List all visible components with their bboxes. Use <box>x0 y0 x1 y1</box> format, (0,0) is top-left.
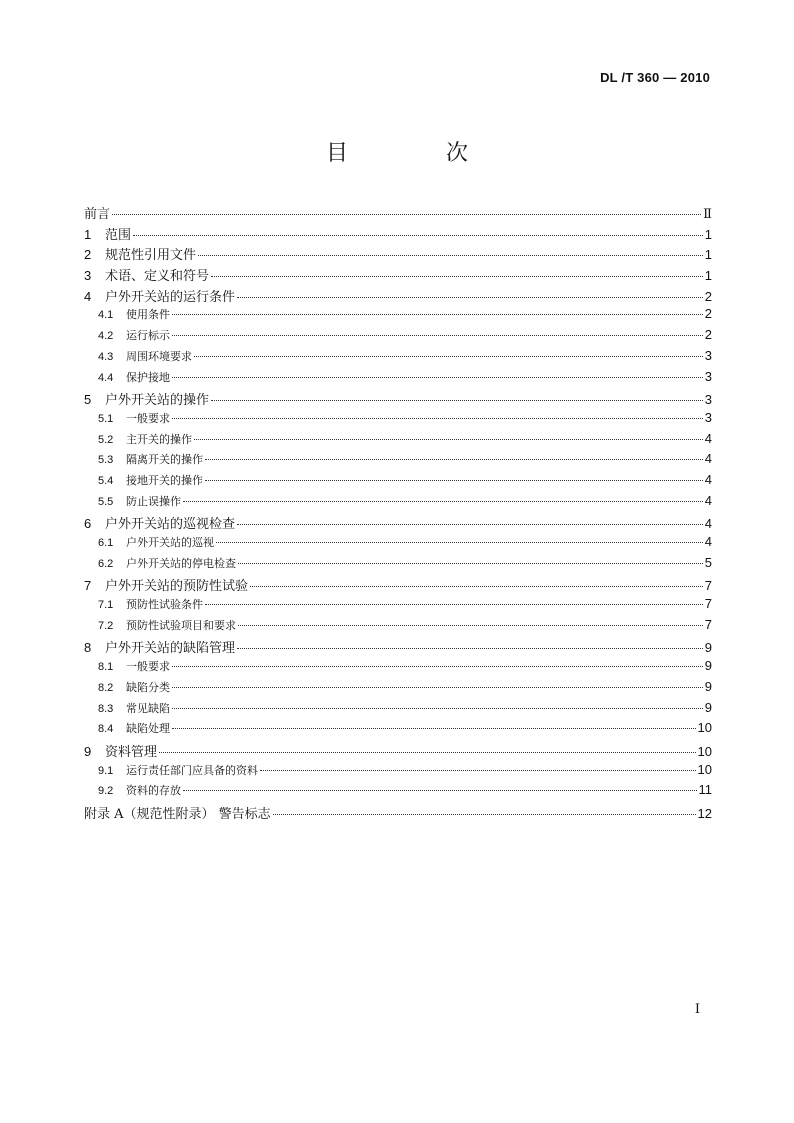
toc-entry-title: 周围环境要求 <box>126 349 192 363</box>
toc-entry-title: 预防性试验项目和要求 <box>126 618 236 632</box>
toc-entry[interactable] <box>84 700 712 721</box>
toc-section-number: 4 <box>84 288 92 304</box>
toc-dot-leader <box>172 418 703 419</box>
toc-page-number: 3 <box>704 347 712 363</box>
toc-dot-leader <box>237 297 703 298</box>
toc-page-number: 9 <box>704 658 712 674</box>
toc-page-number: 1 <box>704 226 712 242</box>
page-title: 目 次 <box>325 141 506 166</box>
toc-page-number: 12 <box>697 805 712 821</box>
toc-section-number: 8 <box>84 640 92 656</box>
toc-page-number: 5 <box>704 554 712 570</box>
toc-dot-leader <box>211 276 703 277</box>
toc-entry[interactable] <box>84 389 712 410</box>
toc-entry-title: 一般要求 <box>126 411 170 425</box>
toc-page-number: 4 <box>704 492 712 508</box>
toc-entry-title: 预防性试验条件 <box>126 598 203 612</box>
toc-entry-title: 户外开关站的操作 <box>105 393 210 409</box>
toc-entry[interactable] <box>84 369 712 390</box>
toc-entry[interactable] <box>84 762 712 783</box>
toc-dot-leader <box>194 356 703 357</box>
toc-entry[interactable] <box>84 658 712 679</box>
toc-dot-leader <box>112 214 701 215</box>
toc-entry[interactable] <box>84 534 712 555</box>
toc-entry[interactable] <box>84 244 712 265</box>
toc-dot-leader <box>172 377 703 378</box>
toc-section-number: 5.4 <box>98 474 114 487</box>
toc-entry[interactable] <box>84 575 712 596</box>
toc-entry-title: 主开关的操作 <box>126 432 192 446</box>
toc-section-number: 8.4 <box>98 723 114 736</box>
toc-section-number: 4.4 <box>98 371 114 384</box>
toc-dot-leader <box>198 255 703 256</box>
toc-section-number: 8.3 <box>98 702 114 715</box>
toc-dot-leader <box>238 625 703 626</box>
toc-section-number: 5 <box>84 392 92 408</box>
toc-page-number: 10 <box>697 720 712 736</box>
toc-entry-title: 运行标示 <box>126 329 170 343</box>
toc-section-number: 6.2 <box>98 557 114 570</box>
toc-page-number: 2 <box>704 327 712 343</box>
toc-entry[interactable] <box>84 741 712 762</box>
toc-page-number: 3 <box>704 409 712 425</box>
toc-page-number: 1 <box>704 268 712 284</box>
toc-entry[interactable] <box>84 348 712 369</box>
toc-dot-leader <box>172 335 703 336</box>
toc-page-number: 7 <box>704 616 712 632</box>
toc-entry-title: 户外开关站的巡视检查 <box>105 517 236 533</box>
toc-page-number: 11 <box>698 782 712 798</box>
toc-entry[interactable] <box>84 679 712 700</box>
toc-entry[interactable] <box>84 493 712 514</box>
toc-entry[interactable] <box>84 431 712 452</box>
toc-entry[interactable] <box>84 617 712 638</box>
toc-page-number: 7 <box>704 596 712 612</box>
toc-dot-leader <box>237 648 703 649</box>
toc-entry-title: 资料的存放 <box>126 784 181 798</box>
toc-page-number: 4 <box>704 516 712 532</box>
toc-page-number: 2 <box>704 288 712 304</box>
toc-entry[interactable] <box>84 513 712 534</box>
toc-entry-title: 运行责任部门应具备的资料 <box>126 763 258 777</box>
toc-dot-leader <box>172 314 703 315</box>
toc-section-number: 5.2 <box>98 433 114 446</box>
toc-entry-title: 户外开关站的预防性试验 <box>105 579 249 595</box>
toc-page-number: 4 <box>704 471 712 487</box>
toc-entry[interactable] <box>84 203 712 224</box>
toc-section-number: 9.1 <box>98 764 114 777</box>
toc-dot-leader <box>172 687 703 688</box>
toc-entry-title: 户外开关站的停电检查 <box>126 556 236 570</box>
toc-entry-title: 接地开关的操作 <box>126 473 203 487</box>
toc-entry[interactable] <box>84 265 712 286</box>
toc-section-number: 1 <box>84 226 92 242</box>
toc-dot-leader <box>205 480 703 481</box>
toc-page-number: Ⅱ <box>703 207 712 222</box>
toc-section-number: 4.2 <box>98 330 114 343</box>
toc-entry[interactable] <box>84 596 712 617</box>
document-code: DL /T 360 — 2010 <box>600 70 710 85</box>
toc-section-number: 6 <box>84 516 92 532</box>
toc-page-number: 4 <box>704 534 712 549</box>
toc-page-number: 9 <box>704 640 712 656</box>
toc-section-number: 8.1 <box>98 661 114 674</box>
toc-entry-title: 附录 A（规范性附录） 警告标志 <box>84 806 271 822</box>
toc-entry-title: 户外开关站的巡视 <box>126 536 214 549</box>
toc-dot-leader <box>238 563 703 564</box>
toc-page-number: 10 <box>697 743 712 759</box>
toc-dot-leader <box>205 604 703 605</box>
toc-section-number: 7.1 <box>98 599 114 612</box>
toc-entry[interactable] <box>84 410 712 431</box>
toc-section-number: 4.3 <box>98 350 114 363</box>
toc-section-number: 7.2 <box>98 619 114 632</box>
toc-dot-leader <box>133 235 703 236</box>
toc-entry[interactable] <box>84 224 712 245</box>
toc-entry[interactable] <box>84 720 712 741</box>
toc-section-number: 9.2 <box>98 785 114 798</box>
toc-dot-leader <box>183 790 697 791</box>
toc-page-number: 3 <box>704 368 712 384</box>
toc-entry-title: 资料管理 <box>105 744 158 760</box>
toc-dot-leader <box>159 752 696 753</box>
toc-entry-title: 常见缺陷 <box>126 701 170 715</box>
page-number: I <box>694 1002 700 1017</box>
toc-dot-leader <box>216 542 703 543</box>
toc-entry[interactable] <box>84 637 712 658</box>
toc-entry[interactable] <box>84 782 712 803</box>
toc-section-number: 5.1 <box>98 412 114 425</box>
table-of-contents <box>84 203 712 824</box>
toc-dot-leader <box>205 459 703 460</box>
toc-page-number: 3 <box>704 392 712 408</box>
toc-entry-title: 户外开关站的缺陷管理 <box>105 641 236 657</box>
toc-entry[interactable] <box>84 472 712 493</box>
toc-page-number: 9 <box>704 699 712 715</box>
toc-entry-title: 隔离开关的操作 <box>126 453 203 467</box>
toc-section-number: 4.1 <box>98 309 114 322</box>
toc-entry[interactable] <box>84 327 712 348</box>
toc-entry-title: 使用条件 <box>126 308 170 322</box>
toc-dot-leader <box>172 728 696 729</box>
toc-page-number: 1 <box>704 247 712 263</box>
toc-entry-title: 一般要求 <box>126 660 170 674</box>
toc-dot-leader <box>273 814 696 815</box>
toc-dot-leader <box>172 708 703 709</box>
toc-entry[interactable] <box>84 286 712 307</box>
toc-dot-leader <box>237 524 703 525</box>
toc-entry-title: 防止误操作 <box>126 494 181 508</box>
toc-dot-leader <box>172 666 703 667</box>
toc-section-number: 6.1 <box>98 537 114 549</box>
toc-dot-leader <box>250 586 703 587</box>
toc-section-number: 9 <box>84 743 92 759</box>
toc-section-number: 3 <box>84 268 92 284</box>
toc-page-number: 7 <box>704 578 712 594</box>
toc-page-number: 9 <box>704 678 712 694</box>
toc-entry-title: 保护接地 <box>126 370 170 384</box>
toc-section-number: 2 <box>84 247 92 263</box>
toc-dot-leader <box>183 501 703 502</box>
toc-entry-title: 前言 <box>84 207 111 222</box>
toc-section-number: 5.3 <box>98 454 114 467</box>
toc-dot-leader <box>260 770 696 771</box>
toc-entry[interactable] <box>84 306 712 327</box>
toc-entry-title: 户外开关站的运行条件 <box>105 289 236 305</box>
toc-section-number: 5.5 <box>98 495 114 508</box>
toc-entry[interactable] <box>84 451 712 472</box>
toc-entry-title: 缺陷处理 <box>126 722 170 736</box>
toc-dot-leader <box>194 439 703 440</box>
toc-entry[interactable] <box>84 555 712 576</box>
toc-page-number: 10 <box>697 761 712 777</box>
toc-section-number: 7 <box>84 578 92 594</box>
toc-section-number: 8.2 <box>98 681 114 694</box>
toc-page-number: 4 <box>704 430 712 446</box>
toc-page-number: 2 <box>704 306 712 322</box>
toc-page-number: 4 <box>704 451 712 467</box>
toc-dot-leader <box>211 400 703 401</box>
toc-entry[interactable] <box>84 803 712 824</box>
toc-entry-title: 范围 <box>105 227 132 243</box>
toc-entry-title: 规范性引用文件 <box>105 248 197 264</box>
toc-entry-title: 缺陷分类 <box>126 680 170 694</box>
toc-entry-title: 术语、定义和符号 <box>105 269 210 285</box>
